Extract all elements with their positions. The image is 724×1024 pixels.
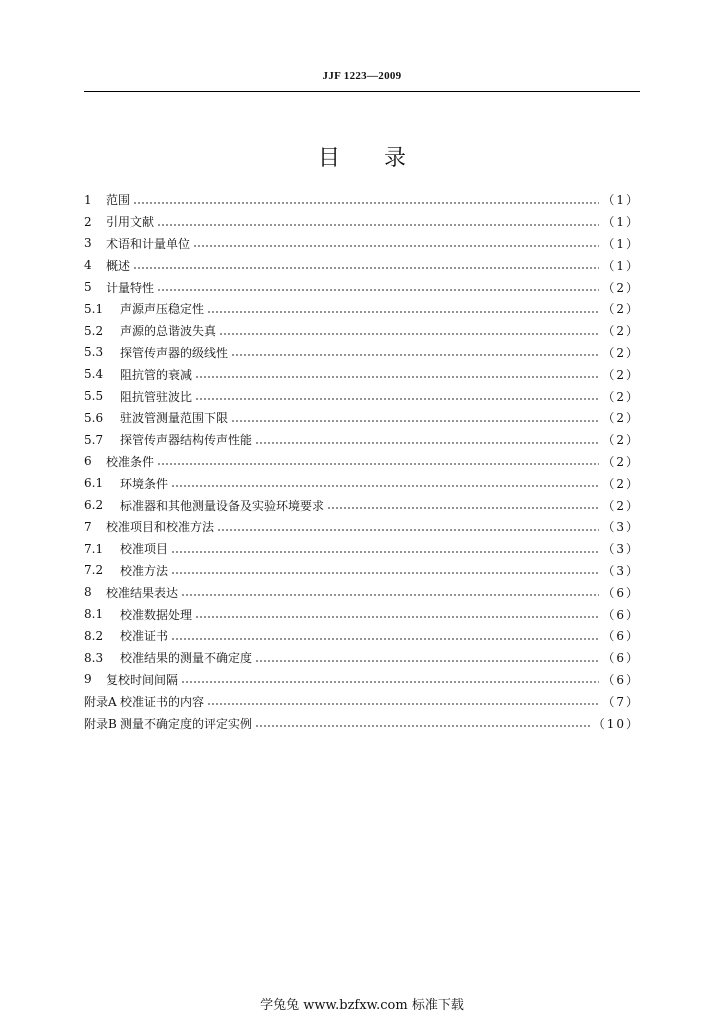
toc-dot-leader [133, 266, 599, 270]
toc-dot-leader [195, 615, 599, 619]
toc-entry-page: （2） [602, 367, 640, 382]
toc-dot-leader [181, 593, 599, 597]
toc-dot-leader [327, 506, 599, 510]
toc-dot-leader [157, 462, 599, 466]
toc-entry-number: 5.4 [84, 367, 104, 382]
toc-entry[interactable] [84, 690, 640, 712]
toc-dot-leader [133, 201, 599, 205]
toc-entry[interactable] [84, 669, 640, 691]
toc-entry-number: 4 [84, 258, 92, 273]
toc-entry-number: 2 [84, 214, 92, 229]
toc-entry-page: （6） [602, 651, 640, 666]
toc-entry[interactable] [84, 276, 640, 298]
toc-dot-leader [171, 571, 599, 575]
toc-entry-page: （2） [602, 324, 640, 339]
toc-entry[interactable] [84, 647, 640, 669]
toc-entry-page: （2） [602, 389, 640, 404]
toc-dot-leader [157, 223, 599, 227]
toc-entry[interactable] [84, 211, 640, 233]
toc-entry-label: 引用文献 [106, 215, 155, 230]
toc-entry[interactable] [84, 363, 640, 385]
toc-entry[interactable] [84, 320, 640, 342]
toc-entry-label: 阻抗管的衰减 [120, 367, 193, 382]
toc-entry[interactable] [84, 625, 640, 647]
toc-entry-number: 8 [84, 585, 92, 600]
toc-entry-page: （1） [602, 215, 640, 230]
toc-entry-number: 5.3 [84, 345, 104, 360]
document-code-header: JJF 1223—2009 [322, 70, 402, 82]
toc-entry-label: 概述 [106, 258, 131, 273]
toc-entry-label: 复校时间间隔 [106, 672, 179, 687]
toc-dot-leader [181, 680, 599, 684]
toc-entry-page: （6） [602, 629, 640, 644]
toc-entry-label: 校准结果的测量不确定度 [120, 651, 253, 666]
toc-entry-page: （7） [602, 694, 640, 709]
toc-entry-label: 范围 [106, 193, 131, 208]
toc-entry[interactable] [84, 189, 640, 211]
footer-watermark-text: 学兔兔 www.bzfxw.com 标准下载 [260, 998, 464, 1013]
toc-entry-page: （1） [602, 236, 640, 251]
toc-entry-page: （2） [602, 433, 640, 448]
toc-entry-number: 8.2 [84, 628, 104, 643]
toc-entry-number: 6.2 [84, 498, 104, 513]
toc-dot-leader [195, 397, 599, 401]
toc-entry[interactable] [84, 581, 640, 603]
toc-entry-page: （6） [602, 672, 640, 687]
toc-entry-page: （2） [602, 280, 640, 295]
toc-entry-label: 声源的总谐波失真 [120, 324, 217, 339]
toc-entry-number: 附录B [84, 716, 117, 731]
toc-entry[interactable] [84, 233, 640, 255]
table-of-contents [84, 189, 640, 734]
toc-dot-leader [255, 659, 599, 663]
toc-entry-number: 6.1 [84, 476, 104, 491]
toc-entry-page: （1） [602, 258, 640, 273]
toc-entry[interactable] [84, 407, 640, 429]
header-rule [84, 91, 640, 92]
toc-entry-page: （2） [602, 345, 640, 360]
toc-entry-number: 5.6 [84, 410, 104, 425]
toc-entry[interactable] [84, 538, 640, 560]
toc-entry-page: （6） [602, 585, 640, 600]
toc-dot-leader [195, 375, 599, 379]
toc-entry-page: （3） [602, 563, 640, 578]
toc-entry-page: （6） [602, 607, 640, 622]
toc-entry[interactable] [84, 254, 640, 276]
toc-entry[interactable] [84, 298, 640, 320]
toc-entry[interactable] [84, 516, 640, 538]
toc-dot-leader [219, 332, 599, 336]
toc-entry-page: （3） [602, 520, 640, 535]
toc-entry-label: 标准器和其他测量设备及实验环境要求 [120, 498, 325, 513]
toc-entry-number: 5.2 [84, 323, 104, 338]
toc-entry-page: （3） [602, 542, 640, 557]
toc-entry[interactable] [84, 451, 640, 473]
toc-entry-number: 5.1 [84, 301, 104, 316]
toc-entry-number: 7.2 [84, 563, 104, 578]
toc-entry-label: 声源声压稳定性 [120, 302, 205, 317]
toc-entry-number: 5.7 [84, 432, 104, 447]
toc-entry-label: 校准项目和校准方法 [106, 520, 215, 535]
toc-entry[interactable] [84, 429, 640, 451]
toc-entry[interactable] [84, 385, 640, 407]
toc-entry-label: 测量不确定度的评定实例 [120, 716, 253, 731]
toc-entry-number: 附录A [84, 694, 117, 709]
toc-dot-leader [231, 353, 599, 357]
toc-entry-label: 驻波管测量范围下限 [120, 411, 229, 426]
page-title: 目录 [317, 146, 450, 171]
toc-entry-number: 6 [84, 454, 92, 469]
toc-dot-leader [171, 637, 599, 641]
toc-entry-number: 9 [84, 672, 92, 687]
toc-entry-page: （2） [602, 411, 640, 426]
toc-entry-label: 校准条件 [106, 454, 155, 469]
toc-entry[interactable] [84, 472, 640, 494]
toc-entry-label: 校准数据处理 [120, 607, 193, 622]
toc-entry-label: 术语和计量单位 [106, 236, 191, 251]
toc-entry-number: 8.3 [84, 650, 104, 665]
toc-entry-number: 7 [84, 519, 92, 534]
toc-entry-label: 探管传声器的级线性 [120, 345, 229, 360]
toc-entry-page: （2） [602, 454, 640, 469]
toc-entry[interactable] [84, 494, 640, 516]
toc-dot-leader [171, 484, 599, 488]
toc-entry[interactable] [84, 560, 640, 582]
toc-entry[interactable] [84, 712, 640, 734]
toc-entry-number: 5.5 [84, 389, 104, 404]
toc-entry-page: （2） [602, 302, 640, 317]
toc-dot-leader [171, 550, 599, 554]
toc-entry-page: （2） [602, 476, 640, 491]
toc-entry-label: 校准方法 [120, 563, 169, 578]
toc-dot-leader [255, 724, 590, 728]
toc-dot-leader [207, 310, 599, 314]
toc-entry-number: 5 [84, 280, 92, 295]
toc-entry-label: 校准结果表达 [106, 585, 179, 600]
toc-dot-leader [255, 441, 599, 445]
toc-entry-label: 阻抗管驻波比 [120, 389, 193, 404]
toc-entry[interactable] [84, 603, 640, 625]
toc-entry-label: 环境条件 [120, 476, 169, 491]
toc-entry-label: 探管传声器结构传声性能 [120, 433, 253, 448]
toc-entry-label: 校准证书 [120, 629, 169, 644]
toc-dot-leader [231, 419, 599, 423]
toc-dot-leader [207, 702, 599, 706]
toc-entry-number: 8.1 [84, 607, 104, 622]
toc-entry-label: 校准证书的内容 [120, 694, 205, 709]
toc-dot-leader [157, 288, 599, 292]
toc-entry-number: 7.1 [84, 541, 104, 556]
toc-entry-page: （2） [602, 498, 640, 513]
toc-entry-label: 校准项目 [120, 542, 169, 557]
toc-entry-number: 1 [84, 192, 92, 207]
toc-entry-page: （1） [602, 193, 640, 208]
toc-dot-leader [217, 528, 599, 532]
toc-entry-number: 3 [84, 236, 92, 251]
toc-entry-page: （10） [592, 716, 640, 731]
toc-entry-label: 计量特性 [106, 280, 155, 295]
toc-dot-leader [193, 244, 599, 248]
toc-entry[interactable] [84, 342, 640, 364]
